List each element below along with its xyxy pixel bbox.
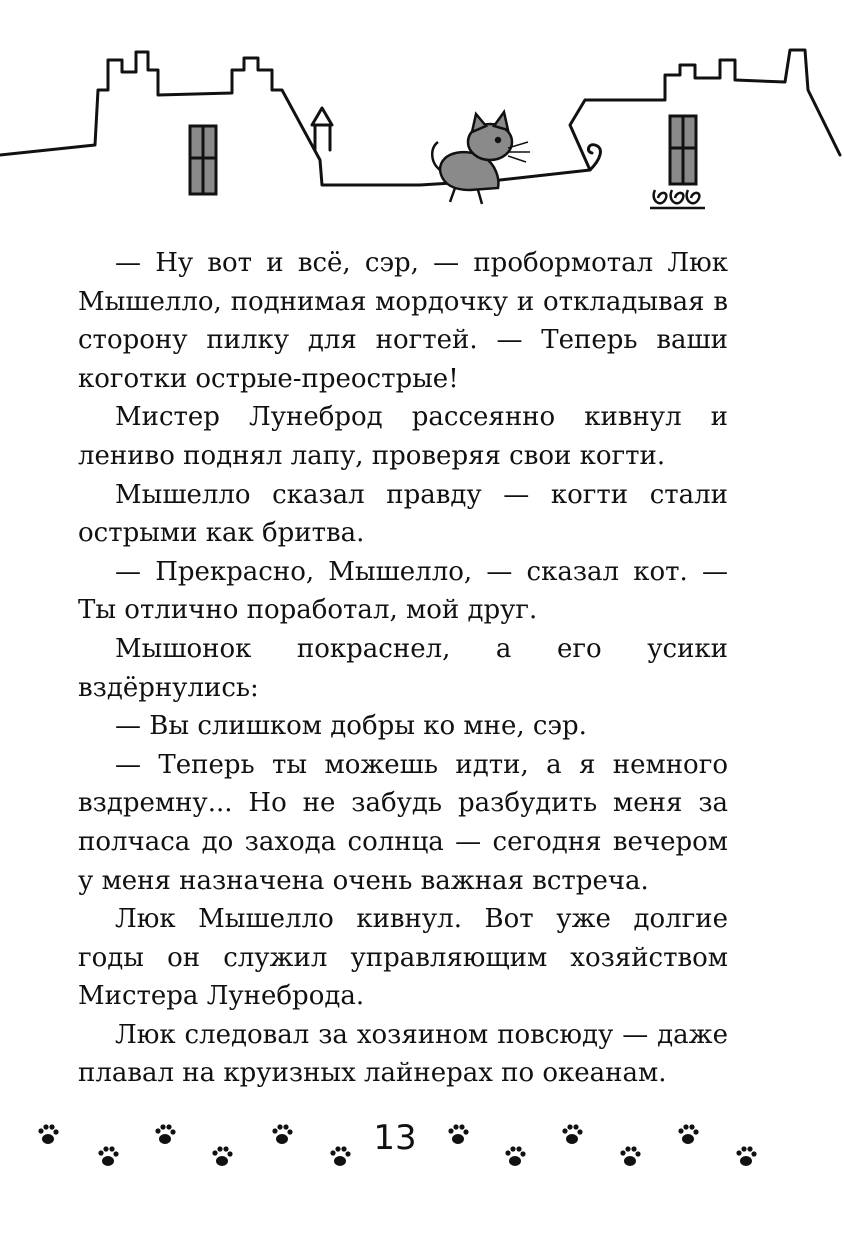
body-text — [78, 244, 728, 1093]
paw-print-icon — [736, 1146, 756, 1166]
paragraph: Мышелло сказал правду — когти стали острыми как бритва. — [78, 479, 728, 549]
paragraph: — Прекрасно, Мышелло, — сказал кот. — Ты отлично поработал, мой друг. — [78, 556, 728, 626]
tower — [312, 108, 332, 150]
right-window — [670, 116, 696, 184]
paragraph: — Теперь ты можешь идти, а я немного вздремну... Но не забудь разбудить меня за полчаса до захода солнца — сегодня вечером у меня назначена очень важная встреча. — [78, 749, 728, 896]
rooftop-cat-illustration — [0, 30, 844, 230]
spiral-ornament — [588, 145, 600, 170]
paragraph: Люк следовал за хозяином повсюду — даже плавал на круизных лайнерах по океанам. — [78, 1019, 728, 1089]
paw-print-icon — [155, 1124, 175, 1144]
paragraph: — Ну вот и всё, сэр, — пробормотал Люк Мышелло, поднимая мордочку и откладывая в сторону пилку для ногтей. — Теперь ваши коготки острые-преострые! — [78, 248, 728, 394]
left-roofline — [0, 50, 840, 185]
paragraph: — Вы слишком добры ко мне, сэр. — [115, 711, 587, 742]
paw-print-icon — [212, 1146, 232, 1166]
paragraph: Мистер Лунеброд рассеянно кивнул и лениво поднял лапу, проверяя свои когти. — [78, 402, 728, 471]
paragraph: Люк Мышелло кивнул. Вот уже долгие годы он служил управляющим хозяйством Мистера Лунеброда. — [78, 904, 728, 1012]
paw-print-icon — [38, 1124, 58, 1144]
balcony-railing — [650, 190, 705, 208]
paw-print-icon — [330, 1146, 350, 1166]
left-window — [190, 126, 216, 194]
cat-icon — [432, 112, 530, 204]
paw-print-icon — [505, 1146, 525, 1166]
paw-print-icon — [98, 1146, 118, 1166]
paw-print-icon — [272, 1124, 292, 1144]
paw-print-icon — [620, 1146, 640, 1166]
paw-print-icon — [562, 1124, 582, 1144]
paw-print-icon — [678, 1124, 698, 1144]
paragraph: Мышонок покраснел, а его усики вздёрнулись: — [78, 633, 728, 703]
page-number: 13 — [373, 1118, 417, 1158]
paw-print-icon — [448, 1124, 468, 1144]
